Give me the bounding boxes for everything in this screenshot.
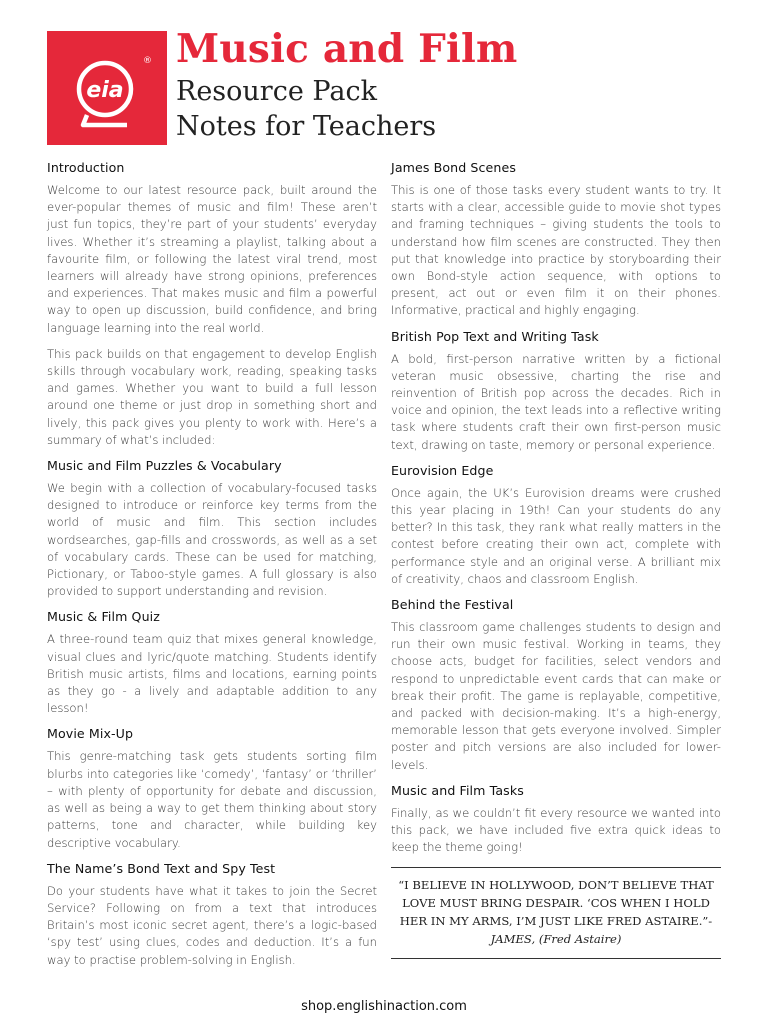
section-paragraph: This genre-matching task gets students sorting film blurbs into categories like ‘comedy’, ‘fantasy’ or ‘thriller’ – with plenty of opportunity for debate and discussion, as well as being a way to get them thinking about story patterns, tone and character, while building key descriptive vocabulary.	[47, 749, 377, 850]
footer-shop-link[interactable]: shop.englishinaction.com	[301, 999, 467, 1014]
page-subtitle-line2: Notes for Teachers	[176, 111, 437, 142]
section-heading: Movie Mix-Up	[47, 726, 134, 742]
section-british-pop	[391, 329, 721, 454]
section-paragraph: Welcome to our latest resource pack, built around the ever-popular themes of music and film! These aren’t just fun topics, they’re part of your students’ everyday lives. Whether it’s streaming a playlist, talking about a favourite film, or following the latest viral trend, most learners will already have strong opinions, preferences and experiences. That makes music and film a powerful way to open up discussion, build confidence, and bring language learning into the real world.	[47, 183, 377, 335]
section-paragraph: This is one of those tasks every student wants to try. It starts with a clear, accessible guide to movie shot types and framing techniques – giving students the tools to understand how film scenes are constructed. They then put that knowledge into practice by storyboarding their own Bond-style action sequence, with options to present, act out or even film it on their phones. Informative, practical and highly engaging.	[391, 183, 721, 318]
section-film-tasks	[391, 783, 721, 857]
page-subtitle-line1: Resource Pack	[176, 76, 377, 107]
section-heading: Music and Film Puzzles & Vocabulary	[47, 458, 282, 474]
section-paragraph: This classroom game challenges students to design and run their own music festival. Working in teams, they choose acts, budget for facilities, select vendors and respond to unpredictable event cards that can make or break their profit. The game is replayable, competitive, and packed with decision-making. It’s a high-energy, memorable lesson that gets everyone involved. Simpler poster and pitch versions are also included for lower-levels.	[391, 620, 721, 772]
section-paragraph: This pack builds on that engagement to develop English skills through vocabulary work, reading, speaking tasks and games. Whether you want to build a full lesson around one theme or just drop in something short and lively, this pack gives you plenty to work with. Here’s a summary of what’s included:	[47, 346, 377, 447]
quote-attribution: JAMES, (Fred Astaire)	[490, 931, 622, 946]
section-bond-scenes	[391, 160, 721, 320]
left-column	[47, 160, 377, 978]
section-eurovision	[391, 463, 721, 588]
section-paragraph: A bold, first-person narrative written by a fictional veteran music obsessive, charting the rise and reinvention of British pop across the decades. Rich in voice and opinion, the text leads into a reflective writing task where students craft their own first-person music text, drawing on taste, memory or personal experience.	[391, 351, 721, 452]
section-quiz	[47, 609, 377, 717]
section-paragraph: A three-round team quiz that mixes general knowledge, visual clues and lyric/quote matching. Students identify British music artists, films and locations, earning points as they go - a lively and adaptable addition to any lesson!	[47, 632, 377, 716]
logo-text: eia	[86, 78, 124, 103]
section-heading: Behind the Festival	[391, 597, 514, 613]
pull-quote	[391, 867, 721, 959]
section-introduction	[47, 160, 377, 449]
section-paragraph: Once again, the UK’s Eurovision dreams were crushed this year placing in 19th! Can your students do any better? In this task, they rank what really matters in the contest before creating their own act, complete with performance style and an original verse. A brilliant mix of creativity, chaos and classroom English.	[391, 485, 721, 586]
section-heading: James Bond Scenes	[391, 160, 516, 175]
section-heading: Eurovision Edge	[391, 462, 494, 478]
section-puzzles-vocabulary	[47, 458, 377, 600]
section-paragraph: Do your students have what it takes to join the Secret Service? Following on from a text that introduces Britain’s most iconic secret agent, there’s a logic-based ‘spy test’ using clues, codes and deduction. It’s a fun way to practise problem-solving in English.	[47, 883, 377, 967]
section-heading: British Pop Text and Writing Task	[391, 328, 599, 344]
right-column	[391, 160, 721, 959]
section-behind-festival	[391, 597, 721, 774]
logo-registered-mark: ®	[143, 56, 152, 66]
logo-mark-icon	[47, 31, 167, 145]
section-heading: The Name’s Bond Text and Spy Test	[47, 860, 276, 876]
section-heading: Music and Film Tasks	[391, 782, 524, 798]
quote-text: “I BELIEVE IN HOLLYWOOD, DON’T BELIEVE THAT LOVE MUST BRING DESPAIR. ‘COS WHEN I HOLD HER IN MY ARMS, I’M JUST LIKE FRED ASTAIRE.”-	[398, 877, 714, 928]
section-bond-spy-test	[47, 861, 377, 969]
brand-logo	[47, 31, 167, 145]
section-heading: Music & Film Quiz	[47, 609, 160, 625]
page-title: Music and Film	[176, 26, 518, 72]
section-movie-mix-up	[47, 726, 377, 851]
section-heading: Introduction	[47, 160, 125, 175]
section-paragraph: We begin with a collection of vocabulary-focused tasks designed to introduce or reinforce key terms from the world of music and film. This section includes wordsearches, gap-fills and crosswords, as well as a set of vocabulary cards. These can be used for matching, Pictionary, or Taboo-style games. A full glossary is also provided to support understanding and revision.	[47, 481, 377, 599]
section-paragraph: Finally, as we couldn’t fit every resource we wanted into this pack, we have included five extra quick ideas to keep the theme going!	[391, 805, 721, 855]
